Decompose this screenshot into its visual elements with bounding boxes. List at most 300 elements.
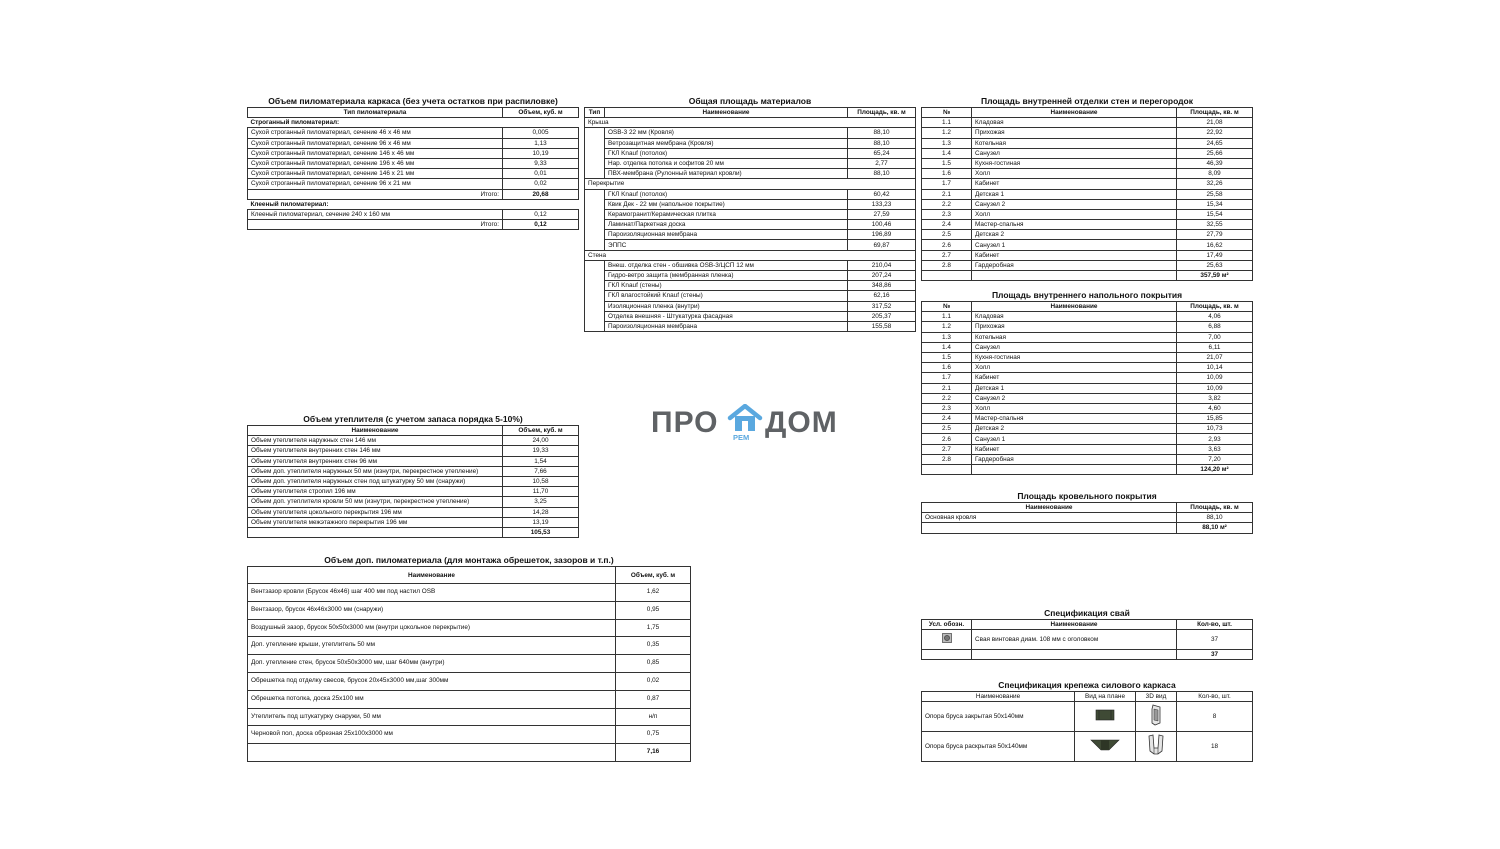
cell-name: Объем доп. утеплителя наружных стен под штукатурку 50 мм (снаружи) [248, 476, 503, 486]
cell-value: 8 [1177, 702, 1253, 732]
cell-value: 6,11 [1177, 342, 1253, 352]
lumber-title: Объем пиломатериала каркаса (без учета остатков при распиловке) [268, 96, 558, 106]
cell-name: Обрешетка под отделку свесов, брусок 20х45х3000 мм,шаг 300мм [248, 672, 616, 690]
col-header-no: № [922, 108, 972, 118]
insulation-body [248, 436, 579, 528]
col-header-volume: Объем, куб. м [503, 108, 579, 118]
cell-name: Объем утеплителя внутренних стен 146 мм [248, 446, 503, 456]
table-row [248, 672, 691, 690]
table-row [922, 169, 1253, 179]
col-header-name: Наименование [972, 108, 1177, 118]
table-row [248, 637, 691, 655]
cell-value: 0,85 [616, 655, 691, 673]
cell-name: Обрешетка потолка, доска 25х100 мм [248, 690, 616, 708]
table-header-row [248, 108, 579, 118]
cell-value: 1,54 [503, 456, 579, 466]
cell-value: 348,86 [848, 281, 916, 291]
cell-name: Вентзазор кровли (Брусок 46х46) шаг 400 мм под настил OSB [248, 584, 616, 602]
table-row [585, 189, 916, 199]
table-row [922, 342, 1253, 352]
table-row [585, 148, 916, 158]
total-label: Итого: [248, 189, 503, 199]
table-row [922, 352, 1253, 362]
cell-name: Пароизоляционная мембрана [605, 230, 848, 240]
cell-number: 1.2 [922, 128, 972, 138]
col-header-area: Площадь, кв. м [1177, 302, 1253, 312]
cell-number: 1.4 [922, 148, 972, 158]
cell-name: Доп. утепление крыши, утеплитель 50 мм [248, 637, 616, 655]
cell-value: 4,60 [1177, 403, 1253, 413]
roof-title: Площадь кровельного покрытия [1017, 491, 1157, 501]
cell-name: Санузел 2 [972, 199, 1177, 209]
cell-value: 205,37 [848, 311, 916, 321]
cell-number: 2.6 [922, 434, 972, 444]
cell-value: 88,10 [848, 138, 916, 148]
total-label: Итого: [248, 220, 503, 230]
cell-value: 7,20 [1177, 454, 1253, 464]
piles-block [921, 608, 1253, 660]
cell-name: Мастер-спальня [972, 220, 1177, 230]
total-value: 88,10 м² [1177, 523, 1253, 533]
cell-name: Воздушный зазор, брусок 50х50х3000 мм (внутри цокольное перекрытие) [248, 619, 616, 637]
cell-name: Объем доп. утеплителя кровли 50 мм (изнутри, перекрестное утепление) [248, 497, 503, 507]
cell-name: Кабинет [972, 444, 1177, 454]
col-header-name: Наименование [922, 692, 1075, 702]
cell-value: 9,33 [503, 158, 579, 168]
cell-value: 19,33 [503, 446, 579, 456]
piles-title: Спецификация свай [1044, 608, 1130, 618]
cell-name: Клееный пиломатериал, сечение 240 х 160 мм [248, 209, 503, 219]
cell-value: 196,89 [848, 230, 916, 240]
roof-table [921, 502, 1253, 534]
table-row [248, 487, 579, 497]
walls-table [921, 107, 1253, 281]
table-row [922, 702, 1253, 732]
col-header-volume: Объем, куб. м [616, 567, 691, 584]
cell-name: Квик Дек - 22 мм (напольное покрытие) [605, 199, 848, 209]
table-row [922, 454, 1253, 464]
cell-value: 3,82 [1177, 393, 1253, 403]
table-row [922, 444, 1253, 454]
extra-lumber-table [247, 566, 691, 762]
floors-body [922, 312, 1253, 465]
walls-body [922, 118, 1253, 271]
cell-name: Гидро-ветро защита (мембранная пленка) [605, 271, 848, 281]
cell-value: 24,00 [503, 436, 579, 446]
insulation-title: Объем утеплителя (с учетом запаса порядка 5-10%) [303, 414, 523, 424]
extra-lumber-body [248, 584, 691, 744]
cell-value: 24,65 [1177, 138, 1253, 148]
col-header-plan: Вид на плане [1075, 692, 1136, 702]
cell-name: ЭППС [605, 240, 848, 250]
cell-value: 21,08 [1177, 118, 1253, 128]
cell-number: 1.3 [922, 332, 972, 342]
cell-name: Ветрозащитная мембрана (Кровля) [605, 138, 848, 148]
cell-number: 2.5 [922, 424, 972, 434]
table-header-row [922, 108, 1253, 118]
cell-name: Холл [972, 363, 1177, 373]
cell-name: Гардеробная [972, 260, 1177, 270]
cell-value: 15,85 [1177, 414, 1253, 424]
table-row [922, 240, 1253, 250]
cell-number: 2.4 [922, 414, 972, 424]
cell-name: Гардеробная [972, 454, 1177, 464]
cell-name: Сухой строганный пиломатериал, сечение 196 х 46 мм [248, 158, 503, 168]
cell-value: 15,34 [1177, 199, 1253, 209]
cell-name: Котельная [972, 138, 1177, 148]
open-support-3d-icon [1136, 732, 1177, 762]
cell-number: 2.1 [922, 383, 972, 393]
total-row [248, 220, 579, 230]
cell-name: Сухой строганный пиломатериал, сечение 146 х 46 мм [248, 148, 503, 158]
cell-name: Холл [972, 169, 1177, 179]
cell-value: 3,63 [1177, 444, 1253, 454]
cell-value: 0,75 [616, 726, 691, 744]
group-row [248, 118, 579, 128]
cell-name: Котельная [972, 332, 1177, 342]
cell-name: ГКЛ влагостойкий Knauf (стены) [605, 291, 848, 301]
cell-number: 1.3 [922, 138, 972, 148]
lumber-block [247, 96, 579, 230]
table-row [248, 179, 579, 189]
cell-value: 10,14 [1177, 363, 1253, 373]
cell-value: 18 [1177, 732, 1253, 762]
cell-number: 2.6 [922, 240, 972, 250]
cell-name: Внеш. отделка стен - обшивка OSB-3/ЦСП 12 мм [605, 260, 848, 270]
cell-name: Доп. утепление стен, брусок 50х50х3000 мм, шаг 640мм (внутри) [248, 655, 616, 673]
cell-name: Кабинет [972, 373, 1177, 383]
cell-number: 1.4 [922, 342, 972, 352]
floors-table [921, 301, 1253, 475]
cell-number: 2.5 [922, 230, 972, 240]
total-value: 357,59 м² [1177, 271, 1253, 281]
table-row [922, 138, 1253, 148]
cell-value: 25,58 [1177, 189, 1253, 199]
cell-number: 1.7 [922, 179, 972, 189]
table-row [922, 220, 1253, 230]
cell-number: 2.7 [922, 444, 972, 454]
cell-value: 32,55 [1177, 220, 1253, 230]
house-icon [727, 404, 763, 434]
table-row [922, 630, 1253, 650]
table-row [922, 260, 1253, 270]
cell-value: 21,07 [1177, 352, 1253, 362]
table-row [922, 373, 1253, 383]
table-header-row [922, 620, 1253, 630]
total-value: 0,12 [503, 220, 579, 230]
cell-name: Отделка внешняя - Штукатурка фасадная [605, 311, 848, 321]
group-row [585, 179, 916, 189]
cell-name: Нар. отделка потолка и софитов 20 мм [605, 158, 848, 168]
table-row [922, 332, 1253, 342]
cell-value: 13,19 [503, 517, 579, 527]
cell-number: 2.2 [922, 199, 972, 209]
table-row [585, 260, 916, 270]
cell-value: 14,28 [503, 507, 579, 517]
group-row [585, 250, 916, 260]
cell-name: Детская 2 [972, 424, 1177, 434]
cell-value: 10,73 [1177, 424, 1253, 434]
walls-block [921, 96, 1253, 281]
table-row [585, 199, 916, 209]
cell-value: 0,02 [616, 672, 691, 690]
cell-name: Опора бруса раскрытая 50х140мм [922, 732, 1075, 762]
cell-name: Объем утеплителя межэтажного перекрытия 196 мм [248, 517, 503, 527]
cell-number: 1.6 [922, 169, 972, 179]
roof-block [921, 491, 1253, 534]
table-header-row [248, 426, 579, 436]
table-row [248, 497, 579, 507]
materials-block [584, 96, 916, 332]
cell-name: Детская 1 [972, 189, 1177, 199]
col-header-3d: 3D вид [1136, 692, 1177, 702]
cell-value: 6,88 [1177, 322, 1253, 332]
cell-value: 1,62 [616, 584, 691, 602]
table-row [248, 446, 579, 456]
table-row [585, 271, 916, 281]
cell-value: 317,52 [848, 301, 916, 311]
table-row [922, 424, 1253, 434]
cell-value: 210,04 [848, 260, 916, 270]
cell-name: Санузел [972, 148, 1177, 158]
total-value: 105,53 [503, 527, 579, 537]
materials-title: Общая площадь материалов [688, 96, 812, 106]
brand-logo [649, 402, 849, 448]
cell-value: 0,02 [503, 179, 579, 189]
cell-value: 62,16 [848, 291, 916, 301]
cell-name: Прихожая [972, 322, 1177, 332]
total-value: 20,68 [503, 189, 579, 199]
cell-value: 2,77 [848, 158, 916, 168]
cell-name: Объем утеплителя наружных стен 146 мм [248, 436, 503, 446]
group-label: Крыша [585, 118, 916, 128]
table-header-row [585, 108, 916, 118]
cell-name: Вентзазор, брусок 46х46х3000 мм (снаружи) [248, 601, 616, 619]
col-header-name: Наименование [972, 620, 1177, 630]
cell-value: 133,23 [848, 199, 916, 209]
table-row [248, 476, 579, 486]
col-header-name: Наименование [248, 426, 503, 436]
table-row [922, 230, 1253, 240]
group-label: Стена [585, 250, 916, 260]
total-row [248, 527, 579, 537]
table-row [585, 301, 916, 311]
table-row [922, 128, 1253, 138]
table-row [248, 128, 579, 138]
cell-name: Объем утеплителя стропил 196 мм [248, 487, 503, 497]
cell-value: 88,10 [848, 169, 916, 179]
table-row [248, 584, 691, 602]
table-row [922, 403, 1253, 413]
cell-name: Объем доп. утеплителя наружных 50 мм (изнутри, перекрестное утепление) [248, 466, 503, 476]
closed-support-plan-icon [1075, 702, 1136, 732]
cell-number: 1.2 [922, 322, 972, 332]
pile-symbol-icon [922, 630, 972, 650]
cell-value: 37 [1177, 630, 1253, 650]
table-row [922, 209, 1253, 219]
cell-name: Сухой строганный пиломатериал, сечение 96 х 21 мм [248, 179, 503, 189]
cell-name: Объем утеплителя внутренних стен 96 мм [248, 456, 503, 466]
cell-value: 2,93 [1177, 434, 1253, 444]
closed-support-3d-icon [1136, 702, 1177, 732]
cell-name: Черновой пол, доска обрезная 25х100х3000 мм [248, 726, 616, 744]
table-row [248, 466, 579, 476]
cell-name: Мастер-спальня [972, 414, 1177, 424]
cell-number: 1.7 [922, 373, 972, 383]
cell-value: 16,62 [1177, 240, 1253, 250]
cell-number: 1.6 [922, 363, 972, 373]
insulation-table [247, 425, 579, 538]
cell-number: 2.8 [922, 454, 972, 464]
total-row [248, 744, 691, 762]
extra-lumber-title: Объем доп. пиломатериала (для монтажа обрешеток, зазоров и т.п.) [324, 555, 614, 565]
total-row [922, 523, 1253, 533]
col-header-type: Тип [585, 108, 605, 118]
table-row [585, 291, 916, 301]
cell-name: ГКЛ Knauf (потолок) [605, 189, 848, 199]
table-row [585, 311, 916, 321]
cell-value: 25,66 [1177, 148, 1253, 158]
table-row [585, 138, 916, 148]
cell-value: 88,10 [848, 128, 916, 138]
table-row [248, 209, 579, 219]
cell-name: Прихожая [972, 128, 1177, 138]
cell-number: 2.3 [922, 209, 972, 219]
cell-value: 25,63 [1177, 260, 1253, 270]
cell-name: ПВХ-мембрана (Рулонный материал кровли) [605, 169, 848, 179]
cell-value: 155,58 [848, 321, 916, 331]
cell-name: Пароизоляционная мембрана [605, 321, 848, 331]
table-row [585, 220, 916, 230]
cell-value: 4,06 [1177, 312, 1253, 322]
cell-value: 10,09 [1177, 373, 1253, 383]
table-header-row [248, 567, 691, 584]
total-value: 7,16 [616, 744, 691, 762]
table-row [922, 118, 1253, 128]
table-row [585, 158, 916, 168]
cell-value: 1,75 [616, 619, 691, 637]
table-row [248, 619, 691, 637]
table-row [585, 240, 916, 250]
table-header-row [922, 302, 1253, 312]
table-row [248, 655, 691, 673]
cell-name: Объем утеплителя цокольного перекрытия 196 мм [248, 507, 503, 517]
cell-value: н/п [616, 708, 691, 726]
cell-number: 1.5 [922, 352, 972, 362]
table-row [585, 128, 916, 138]
cell-name: Санузел 2 [972, 393, 1177, 403]
cell-value: 100,46 [848, 220, 916, 230]
cell-name: Кабинет [972, 250, 1177, 260]
cell-name: Санузел [972, 342, 1177, 352]
cell-value: 27,79 [1177, 230, 1253, 240]
cell-value: 10,09 [1177, 383, 1253, 393]
cell-value: 0,12 [503, 209, 579, 219]
cell-value: 22,92 [1177, 128, 1253, 138]
cell-name: Санузел 1 [972, 240, 1177, 250]
cell-value: 11,70 [503, 487, 579, 497]
table-row [922, 732, 1253, 762]
cell-name: OSB-3 22 мм (Кровля) [605, 128, 848, 138]
logo-text-right: ДОМ [765, 406, 838, 439]
extra-lumber-block [247, 555, 691, 762]
table-row [585, 281, 916, 291]
cell-name: Керамогранит/Керамическая плитка [605, 209, 848, 219]
cell-name: Кабинет [972, 179, 1177, 189]
col-header-name: Наименование [605, 108, 848, 118]
table-row [248, 138, 579, 148]
cell-number: 1.5 [922, 158, 972, 168]
table-row [248, 726, 691, 744]
table-row [248, 690, 691, 708]
table-row [585, 169, 916, 179]
cell-name: Детская 1 [972, 383, 1177, 393]
cell-value: 27,59 [848, 209, 916, 219]
table-row [922, 363, 1253, 373]
cell-value: 0,005 [503, 128, 579, 138]
insulation-block [247, 414, 579, 538]
cell-value: 1,13 [503, 138, 579, 148]
group-label: Строганный пиломатериал: [248, 118, 503, 128]
cell-number: 1.1 [922, 118, 972, 128]
cell-name: Сухой строганный пиломатериал, сечение 46 х 46 мм [248, 128, 503, 138]
col-header-area: Площадь, кв. м [1177, 108, 1253, 118]
total-value: 124,20 м² [1177, 465, 1253, 475]
cell-name: Санузел 1 [972, 434, 1177, 444]
cell-name: Детская 2 [972, 230, 1177, 240]
cell-value: 3,25 [503, 497, 579, 507]
cell-name: Изоляционная пленка (внутри) [605, 301, 848, 311]
cell-name: Основная кровля [922, 513, 1177, 523]
cell-value: 10,58 [503, 476, 579, 486]
col-header-volume: Объем, куб. м [503, 426, 579, 436]
group-row [248, 199, 579, 209]
table-row [248, 169, 579, 179]
cell-number: 2.7 [922, 250, 972, 260]
piles-table [921, 619, 1253, 660]
table-header-row [922, 692, 1253, 702]
cell-name: Опора бруса закрытая 50х140мм [922, 702, 1075, 732]
table-row [922, 393, 1253, 403]
cell-name: Кладовая [972, 312, 1177, 322]
cell-value: 46,39 [1177, 158, 1253, 168]
col-header-name: Наименование [922, 503, 1177, 513]
cell-name: Холл [972, 209, 1177, 219]
table-row [248, 158, 579, 168]
cell-name: Кухня-гостиная [972, 158, 1177, 168]
cell-name: Сухой строганный пиломатериал, сечение 96 х 46 мм [248, 138, 503, 148]
fasteners-title: Спецификация крепежа силового каркаса [998, 680, 1176, 690]
table-row [248, 507, 579, 517]
cell-value: 32,26 [1177, 179, 1253, 189]
cell-name: Холл [972, 403, 1177, 413]
lumber-table [247, 107, 579, 230]
cell-number: 1.1 [922, 312, 972, 322]
cell-name: Свая винтовая диам. 108 мм с оголовком [972, 630, 1177, 650]
col-header-symbol: Усл. обозн. [922, 620, 972, 630]
logo-subtext: РЕМ [733, 433, 750, 442]
col-header-area: Площадь, кв. м [848, 108, 916, 118]
table-row [922, 513, 1253, 523]
cell-name: Утеплитель под штукатурку снаружи, 50 мм [248, 708, 616, 726]
table-row [248, 436, 579, 446]
cell-value: 60,42 [848, 189, 916, 199]
group-row [585, 118, 916, 128]
col-header-qty: Кол-во, шт. [1177, 620, 1253, 630]
cell-name: Сухой строганный пиломатериал, сечение 146 х 21 мм [248, 169, 503, 179]
total-row [922, 465, 1253, 475]
cell-number: 2.2 [922, 393, 972, 403]
